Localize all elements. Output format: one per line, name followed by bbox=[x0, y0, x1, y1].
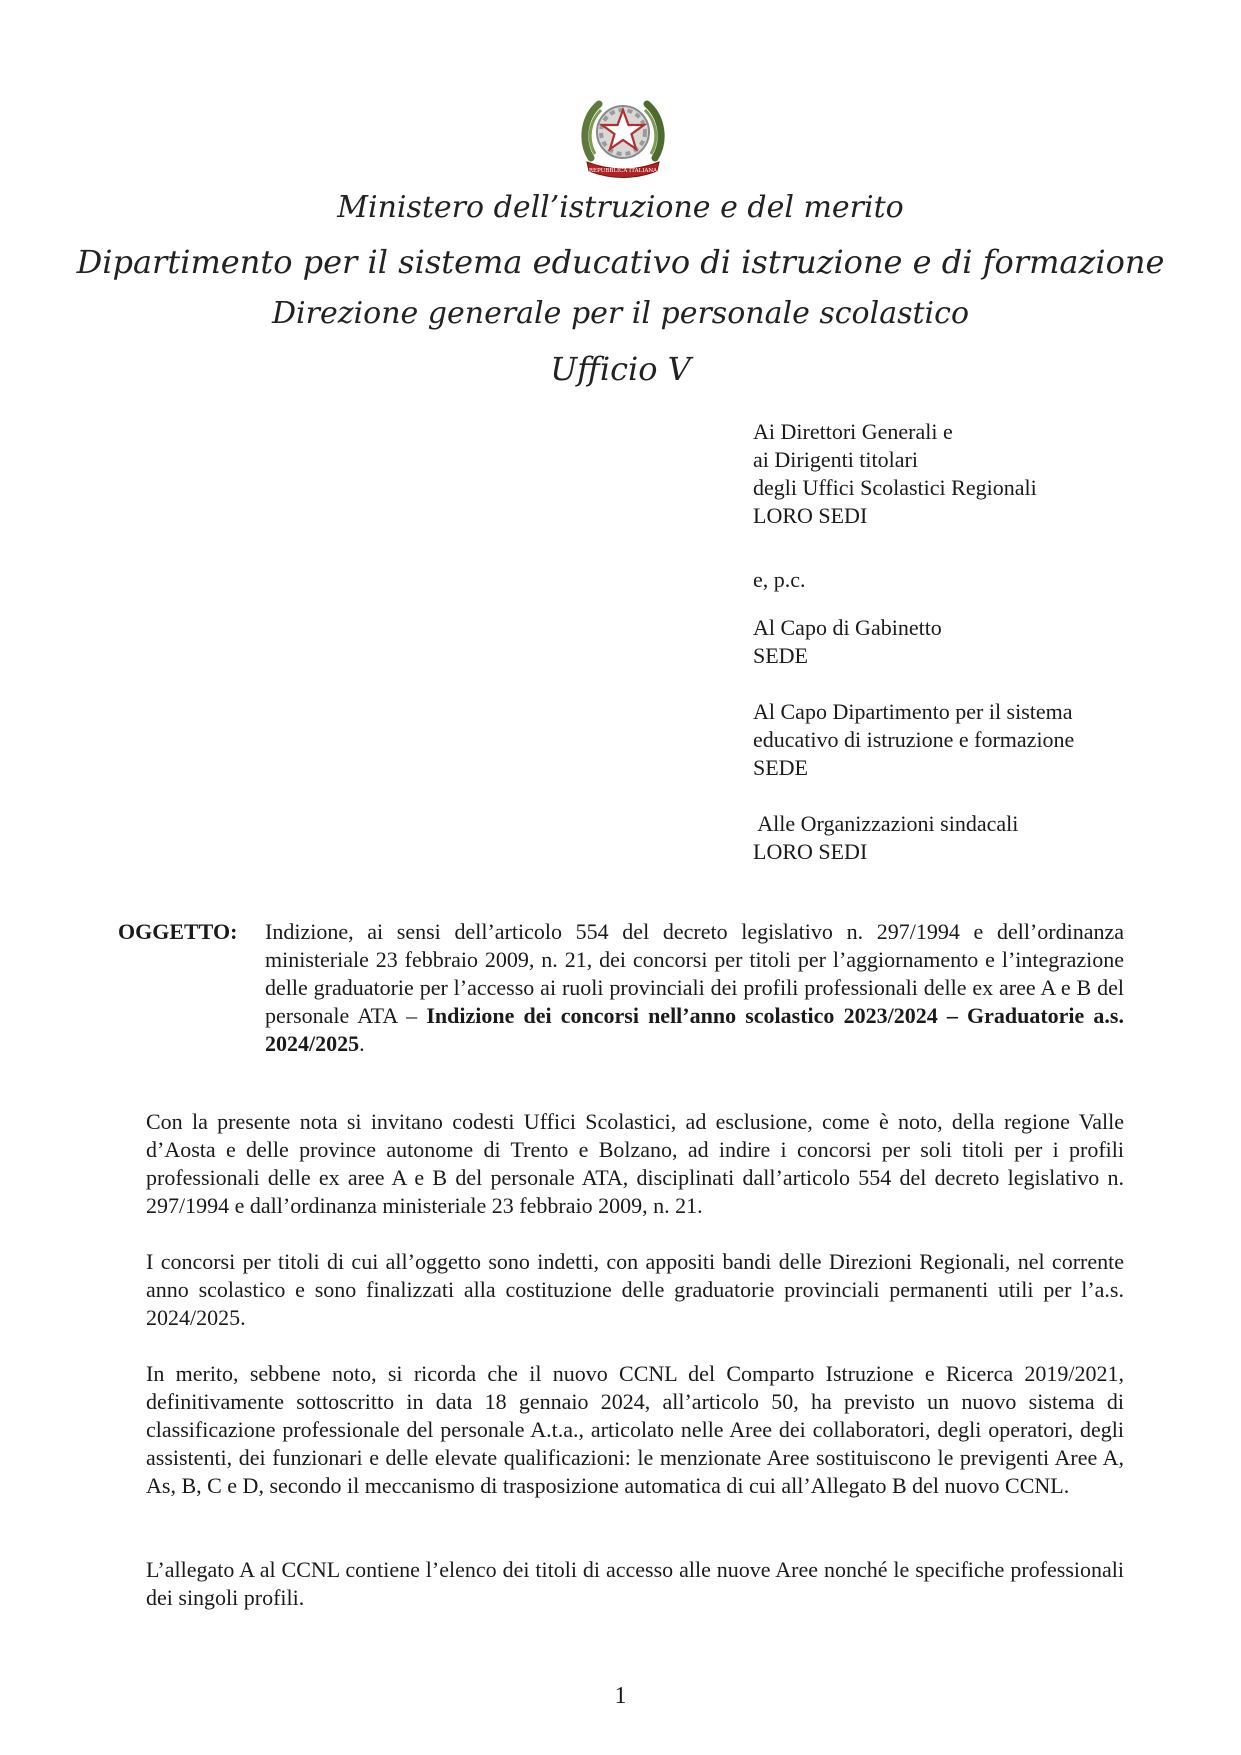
addressee-block-cabinet bbox=[753, 614, 942, 670]
subject-label: OGGETTO: bbox=[118, 919, 238, 944]
emblem-ribbon-text: REPUBBLICA ITALIANA bbox=[588, 168, 658, 174]
cc-label bbox=[753, 566, 806, 594]
subject-bold: Indizione dei concorsi nell’anno scolastico 2023/2024 – Graduatorie a.s. 2024/2025 bbox=[265, 1003, 1124, 1056]
body-paragraph-3: In merito, sebbene noto, si ricorda che il nuovo CCNL del Comparto Istruzione e Ricerca 2019/2021, definitivamente sottoscritto in data 18 gennaio 2024, all’articolo 50, ha previsto un nuovo sistema di classificazione professionale del personale A.t.a., articolato nelle Aree dei collaboratori, degli operatori, degli assistenti, dei funzionari e delle elevate qualificazioni: le menzionate Aree sostituiscono le previgenti Aree A, As, B, C e D, secondo il meccanismo di trasposizione automatica di cui all’Allegato B del nuovo CCNL. bbox=[146, 1361, 1124, 1498]
addressee-line: Al Capo di Gabinetto bbox=[753, 615, 942, 640]
repubblica-italiana-emblem bbox=[577, 92, 669, 180]
header-directorate: Direzione generale per il personale scolastico bbox=[271, 296, 970, 331]
addressee-line: LORO SEDI bbox=[753, 503, 868, 528]
page-number: 1 bbox=[614, 1683, 627, 1709]
header-ministry: Ministero dell’istruzione e del merito bbox=[337, 190, 904, 225]
addressee-block-unions bbox=[753, 810, 1018, 866]
subject-end: . bbox=[359, 1031, 365, 1056]
body-paragraph-1: Con la presente nota si invitano codesti Uffici Scolastici, ad esclusione, come è noto, della regione Valle d’Aosta e delle province autonome di Trento e Bolzano, ad indire i concorsi per soli titoli per i profili professionali delle ex aree A e B del personale ATA, disciplinati dall’articolo 554 del decreto legislativo n. 297/1994 e dall’ordinanza ministeriale 23 febbraio 2009, n. 21. bbox=[146, 1109, 1124, 1218]
header-department: Dipartimento per il sistema educativo di istruzione e di formazione bbox=[76, 243, 1165, 281]
subject-text bbox=[265, 918, 1124, 1058]
body-paragraph-4: L’allegato A al CCNL contiene l’elenco dei titoli di accesso alle nuove Aree nonché le specifiche professionali dei singoli profili. bbox=[146, 1557, 1124, 1610]
cc-text: e, p.c. bbox=[753, 567, 806, 592]
addressee-line: Ai Direttori Generali e bbox=[753, 419, 953, 444]
addressee-line: ai Dirigenti titolari bbox=[753, 447, 918, 472]
addressee-line: Alle Organizzazioni sindacali bbox=[753, 811, 1019, 836]
addressee-block-department bbox=[753, 698, 1074, 782]
addressee-line: LORO SEDI bbox=[753, 839, 868, 864]
addressee-line: Al Capo Dipartimento per il sistema bbox=[753, 699, 1073, 724]
subject-body: Indizione, ai sensi dell’articolo 554 del decreto legislativo n. 297/1994 e dell’ordinanza ministeriale 23 febbraio 2009, n. 21, dei concorsi per titoli per l’aggiornamento e l’integrazione delle graduatorie per l’accesso ai ruoli provinciali dei profili professionali delle ex aree A e B del personale ATA – bbox=[265, 919, 1124, 1028]
addressee-line: SEDE bbox=[753, 643, 808, 668]
addressee-line: educativo di istruzione e formazione bbox=[753, 727, 1075, 752]
header-office: Ufficio V bbox=[550, 350, 691, 388]
addressee-block-directors bbox=[753, 418, 1037, 530]
addressee-line: SEDE bbox=[753, 755, 808, 780]
addressee-line: degli Uffici Scolastici Regionali bbox=[753, 475, 1037, 500]
subject-block bbox=[118, 918, 1124, 1058]
body-paragraph-2: I concorsi per titoli di cui all’oggetto sono indetti, con appositi bandi delle Direzioni Regionali, nel corrente anno scolastico e sono finalizzati alla costituzione delle graduatorie provinciali permanenti utili per l’a.s. 2024/2025. bbox=[146, 1249, 1124, 1330]
